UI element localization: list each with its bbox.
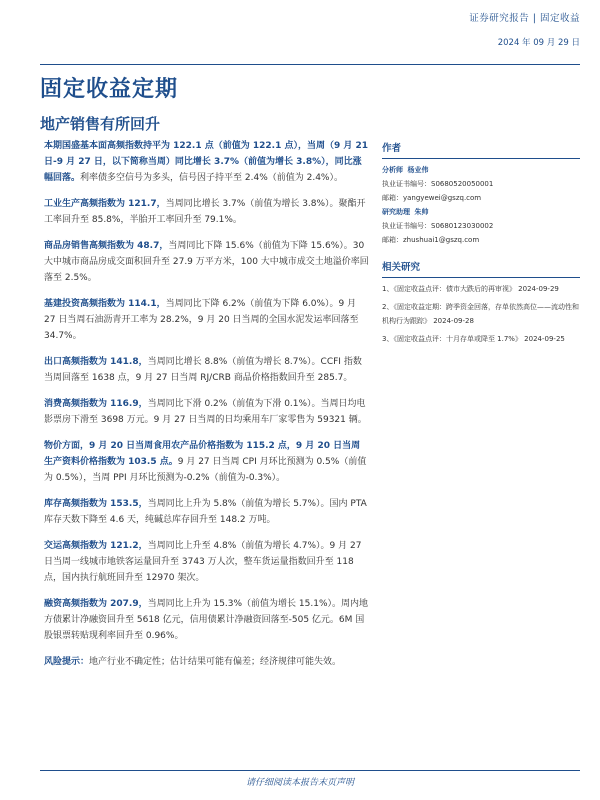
paragraph-lead: 消费高频指数为 116.9， [44,399,148,409]
related-heading: 相关研究 [382,257,580,278]
paragraph-body: 当周同比下滑 0.2%（前值为下滑 0.1%）。当周日均电影票房下滑至 3698 万元。9 月 27 日当周的日均乘用车厂家零售为 59321 辆。 [44,399,367,425]
page-subtitle: 地产销售有所回升 [40,115,161,133]
footer-rule [40,770,580,771]
paragraph-body: 地产行业不确定性；估计结果可能有偏差；经济规律可能失效。 [89,657,342,667]
main-content [44,138,369,680]
analyst-name: 杨业伟 [407,166,429,174]
paragraph-body: 当周同比上升为 15.3%（前值为增长 15.1%）。周内地方债累计净融资回升至 5618 亿元，信用债累计净融资回落至-505 亿元。6M 国股银票转贴现利率回升至 0.96%。 [44,599,369,641]
header-right [469,10,580,48]
paragraph-inventory [44,496,369,528]
paragraph-lead: 融资高频指数为 207.9， [44,599,148,609]
paragraph-body: 当周同比下降 6.2%（前值为下降 6.0%）。9 月 27 日当周石油沥青开工率为 28.2%，9 月 20 日当周的全国水泥发运率回落至 34.7%。 [44,299,359,341]
paragraph-lead: 商品房销售高频指数为 48.7， [44,241,169,251]
related-item[interactable]: 2、《固定收益定期：跨季资金回落，存单依然高位——流动性和机构行为跟踪》 2024-09-28 [382,303,579,325]
author-block [382,163,580,247]
report-date: 2024 年 09 月 29 日 [497,38,580,48]
sidebar [382,138,580,346]
paragraph-body: 当周同比下降 15.6%（前值为下降 15.6%）。30 大中城市商品房成交面积回升至 27.9 万平方米，100 大中城市成交土地溢价率回落至 2.5%。 [44,241,369,283]
assistant-name-line [382,205,580,219]
related-item[interactable]: 1、《固定收益点评：债市大跌后的再审视》 2024-09-29 [382,285,559,293]
paragraph-export [44,354,369,386]
paragraph-body: 当周同比上升至 4.8%（前值为增长 4.7%）。9 月 27 日当周一线城市地铁客运量回升至 3743 万人次，整车货运量指数回升至 118 点，国内执行航班回升至 12970 架次。 [44,541,362,583]
paragraph-summary [44,138,369,186]
analyst-email[interactable]: 邮箱：yangyewei@gszq.com [382,194,482,202]
paragraph-industrial [44,196,369,228]
paragraph-lead: 出口高频指数为 141.8， [44,357,148,367]
related-research [382,257,580,346]
report-type: 证券研究报告 | 固定收益 [469,13,580,24]
paragraph-financing [44,596,369,644]
paragraph-infrastructure [44,296,369,344]
paragraph-prices [44,438,369,486]
assistant-label: 研究助理 [382,208,410,216]
assistant-email[interactable]: 邮箱：zhushuai1@gszq.com [382,236,480,244]
paragraph-lead: 本期国盛基本面高频指数持平为 122.1 点（前值为 122.1 点），当周（9 月 21 日-9 月 27 日，以下简称当周）同比增长 3.7%（前值为增长 3.8%），同比涨幅回落。 [44,141,369,183]
paragraph-lead: 工业生产高频指数为 121.7， [44,199,166,209]
paragraph-body: 当周同比增长 3.7%（前值为增长 3.8%）。聚酯开工率回升至 85.8%，半胎开工率回升至 79.1%。 [44,199,366,225]
paragraph-lead: 交运高频指数为 121.2， [44,541,148,551]
assistant-name: 朱帅 [414,208,429,216]
paragraph-risk [44,654,369,670]
assistant-cert: 执业证书编号：S0680123030002 [382,222,494,230]
paragraph-transport [44,538,369,586]
paragraph-body: 当周同比上升为 5.8%（前值为增长 5.7%）。国内 PTA 库存天数下降至 4.6 天，纯碱总库存回升至 148.2 万吨。 [44,499,367,525]
paragraph-body: 9 月 27 日当周 CPI 月环比预测为 0.5%（前值为 0.5%），当周 PPI 月环比预测为-0.2%（前值为-0.3%）。 [44,457,367,483]
analyst-cert: 执业证书编号：S0680520050001 [382,180,494,188]
footer-disclaimer: 请仔细阅读本报告末页声明 [245,778,354,788]
page-title: 固定收益定期 [40,77,179,102]
paragraph-lead: 物价方面，9 月 20 日当周食用农产品价格指数为 115.2 点，9 月 20 日当周生产资料价格指数为 103.5 点。 [44,441,361,467]
paragraph-lead: 基建投资高频指数为 114.1， [44,299,166,309]
authors-heading: 作者 [382,138,580,159]
top-rule [40,64,580,65]
paragraph-body: 利率债多空信号为多头，信号因子持平至 2.4%（前值为 2.4%）。 [80,173,343,183]
analyst-name-line [382,163,580,177]
paragraph-lead: 风险提示： [44,657,90,667]
paragraph-body: 当周同比增长 8.8%（前值为增长 8.7%）。CCFI 指数当周回落至 1638 点，9 月 27 日当周 RJ/CRB 商品价格指数回升至 285.7。 [44,357,362,383]
related-item[interactable]: 3、《固定收益点评：十月存单或降至 1.7%》 2024-09-25 [382,335,565,343]
analyst-label: 分析师 [382,166,403,174]
paragraph-consumption [44,396,369,428]
paragraph-lead: 库存高频指数为 153.5， [44,499,148,509]
paragraph-housing [44,238,369,286]
